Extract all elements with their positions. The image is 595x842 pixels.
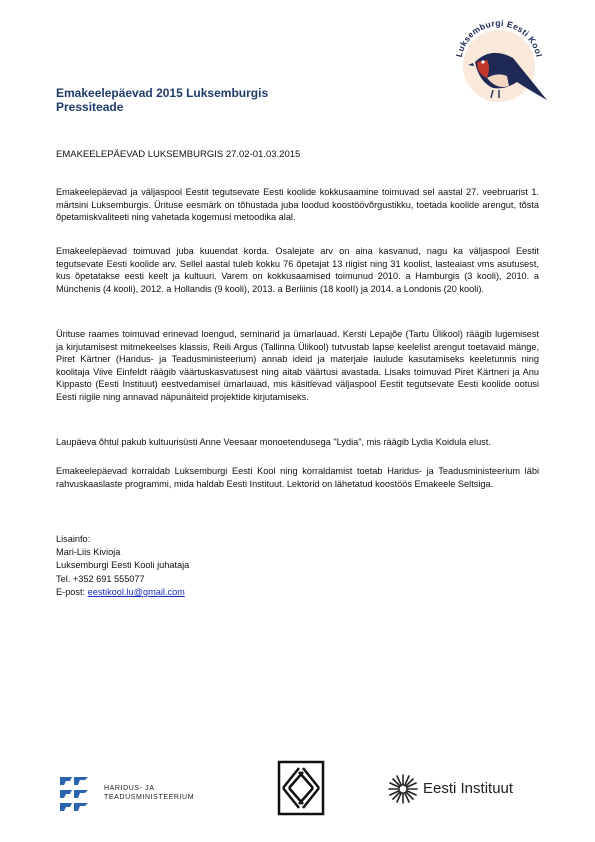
- contact-block: [56, 533, 189, 599]
- contact-label: Lisainfo:: [56, 534, 91, 544]
- title-block: [56, 86, 268, 114]
- contact-name: Mari-Liis Kivioja: [56, 547, 121, 558]
- contact-phone: Tel. +352 691 555077: [56, 573, 145, 584]
- emakeele-selts-logo: [277, 760, 325, 816]
- school-logo: [447, 12, 551, 116]
- contact-email-link[interactable]: eestikool.lu@gmail.com: [87, 586, 185, 597]
- ministry-logo: [56, 771, 216, 817]
- ministry-line2: TEADUSMINISTEERIUM: [104, 794, 195, 801]
- star-burst-icon: [386, 772, 420, 806]
- logo-arc-text: Luksemburgi Eesti Kool: [453, 17, 545, 59]
- headline: EMAKEELEPÄEVAD LUKSEMBURGIS 27.02-01.03.2015: [56, 149, 301, 160]
- contact-email-prefix: E-post:: [56, 586, 88, 597]
- paragraph-organizers: Emakeelepäevad korraldab Luksemburgi Eesti Kool ning korraldamist toetab Haridus- ja Teadusministeerium läbi rahvuskaaslaste programmi, mida haldab Eesti Instituut. Lektorid on lähetatud koostöös Emakeele Seltsiga.: [56, 466, 539, 489]
- contact-role: Luksemburgi Eesti Kooli juhataja: [56, 560, 190, 571]
- eesti-instituut-logo: [386, 772, 546, 808]
- paragraph-saturday: Laupäeva õhtul pakub kultuurisüsti Anne Veesaar monoetendusega "Lydia", mis räägib Lydia Koidula elust.: [56, 437, 491, 447]
- ministry-name: [104, 784, 194, 802]
- contact-email-line: [56, 586, 189, 599]
- paragraph-intro: Emakeelepäevad ja väljaspool Eestit tegutsevate Eesti koolide kokkusaamine toimuvad sel aastal 27. veebruarist 1. märtsini Luksemburgis. Ürituse eesmärk on tõhustada juba loodud koostöövõrgustikku, toetada koolide arengut, tõsta õpetamiskvaliteeti ning vahetada kogemusi metoodika alal.: [56, 187, 539, 222]
- ministry-line1: HARIDUS- JA: [104, 785, 155, 792]
- document-title: Emakeelepäevad 2015 Luksemburgis: [56, 86, 269, 100]
- coat-of-arms-icon: [56, 771, 94, 817]
- paragraph-history: Emakeelepäevad toimuvad juba kuuendat korda. Osalejate arv on aina kasvanud, nagu ka väljaspool Eestit tegutsevate Eesti koolide arv. Sellel aastal tuleb kokku 76 õpetajat 13 riigist ning 31 koolist, lasteaiast vms asutusest, kus õpetatakse eesti keelt ja kultuuri. Varem on kokkusaamised toimunud 2010. a Hamburgis (3 kooli), 2010. a Münchenis (4 kooli), 2012. a Hollandis (9 kooli), 2013. a Berliinis (18 koolI) ja 2014. a Londonis (20 kooli).: [56, 246, 539, 294]
- institute-name: Eesti Instituut: [423, 780, 514, 797]
- document-subtitle: Pressiteade: [56, 100, 124, 114]
- paragraph-program: Ürituse raames toimuvad erinevad loengud, seminarid ja ümarlauad. Kersti Lepajõe (Tartu Ülikool) räägib lugemisest ja kirjutamisest mitmekeelses klassis, Reili Argus (Tallinna Ülikool) tutvustab lapse keelelist arengut toetavaid mänge, Piret Kärtner (Haridus- ja Teadusministeerium) annab ideid ja materjale laulude kasutamiseks keeletunnis ning koolitaja Viive Einfeldt räägib väärtuskasvatusest ning aitab väärtusi avastada. Lisaks toimuvad Piret Kärtneri ja Anu Kippasto (Eesti Instituut) eestvedamisel ümarlauad, mis käsitlevad väljaspool Eestit tegutsevate Eesti koolide ootusi Eesti riigile ning annavad näpunäiteid projektide kirjutamiseks.: [56, 329, 539, 402]
